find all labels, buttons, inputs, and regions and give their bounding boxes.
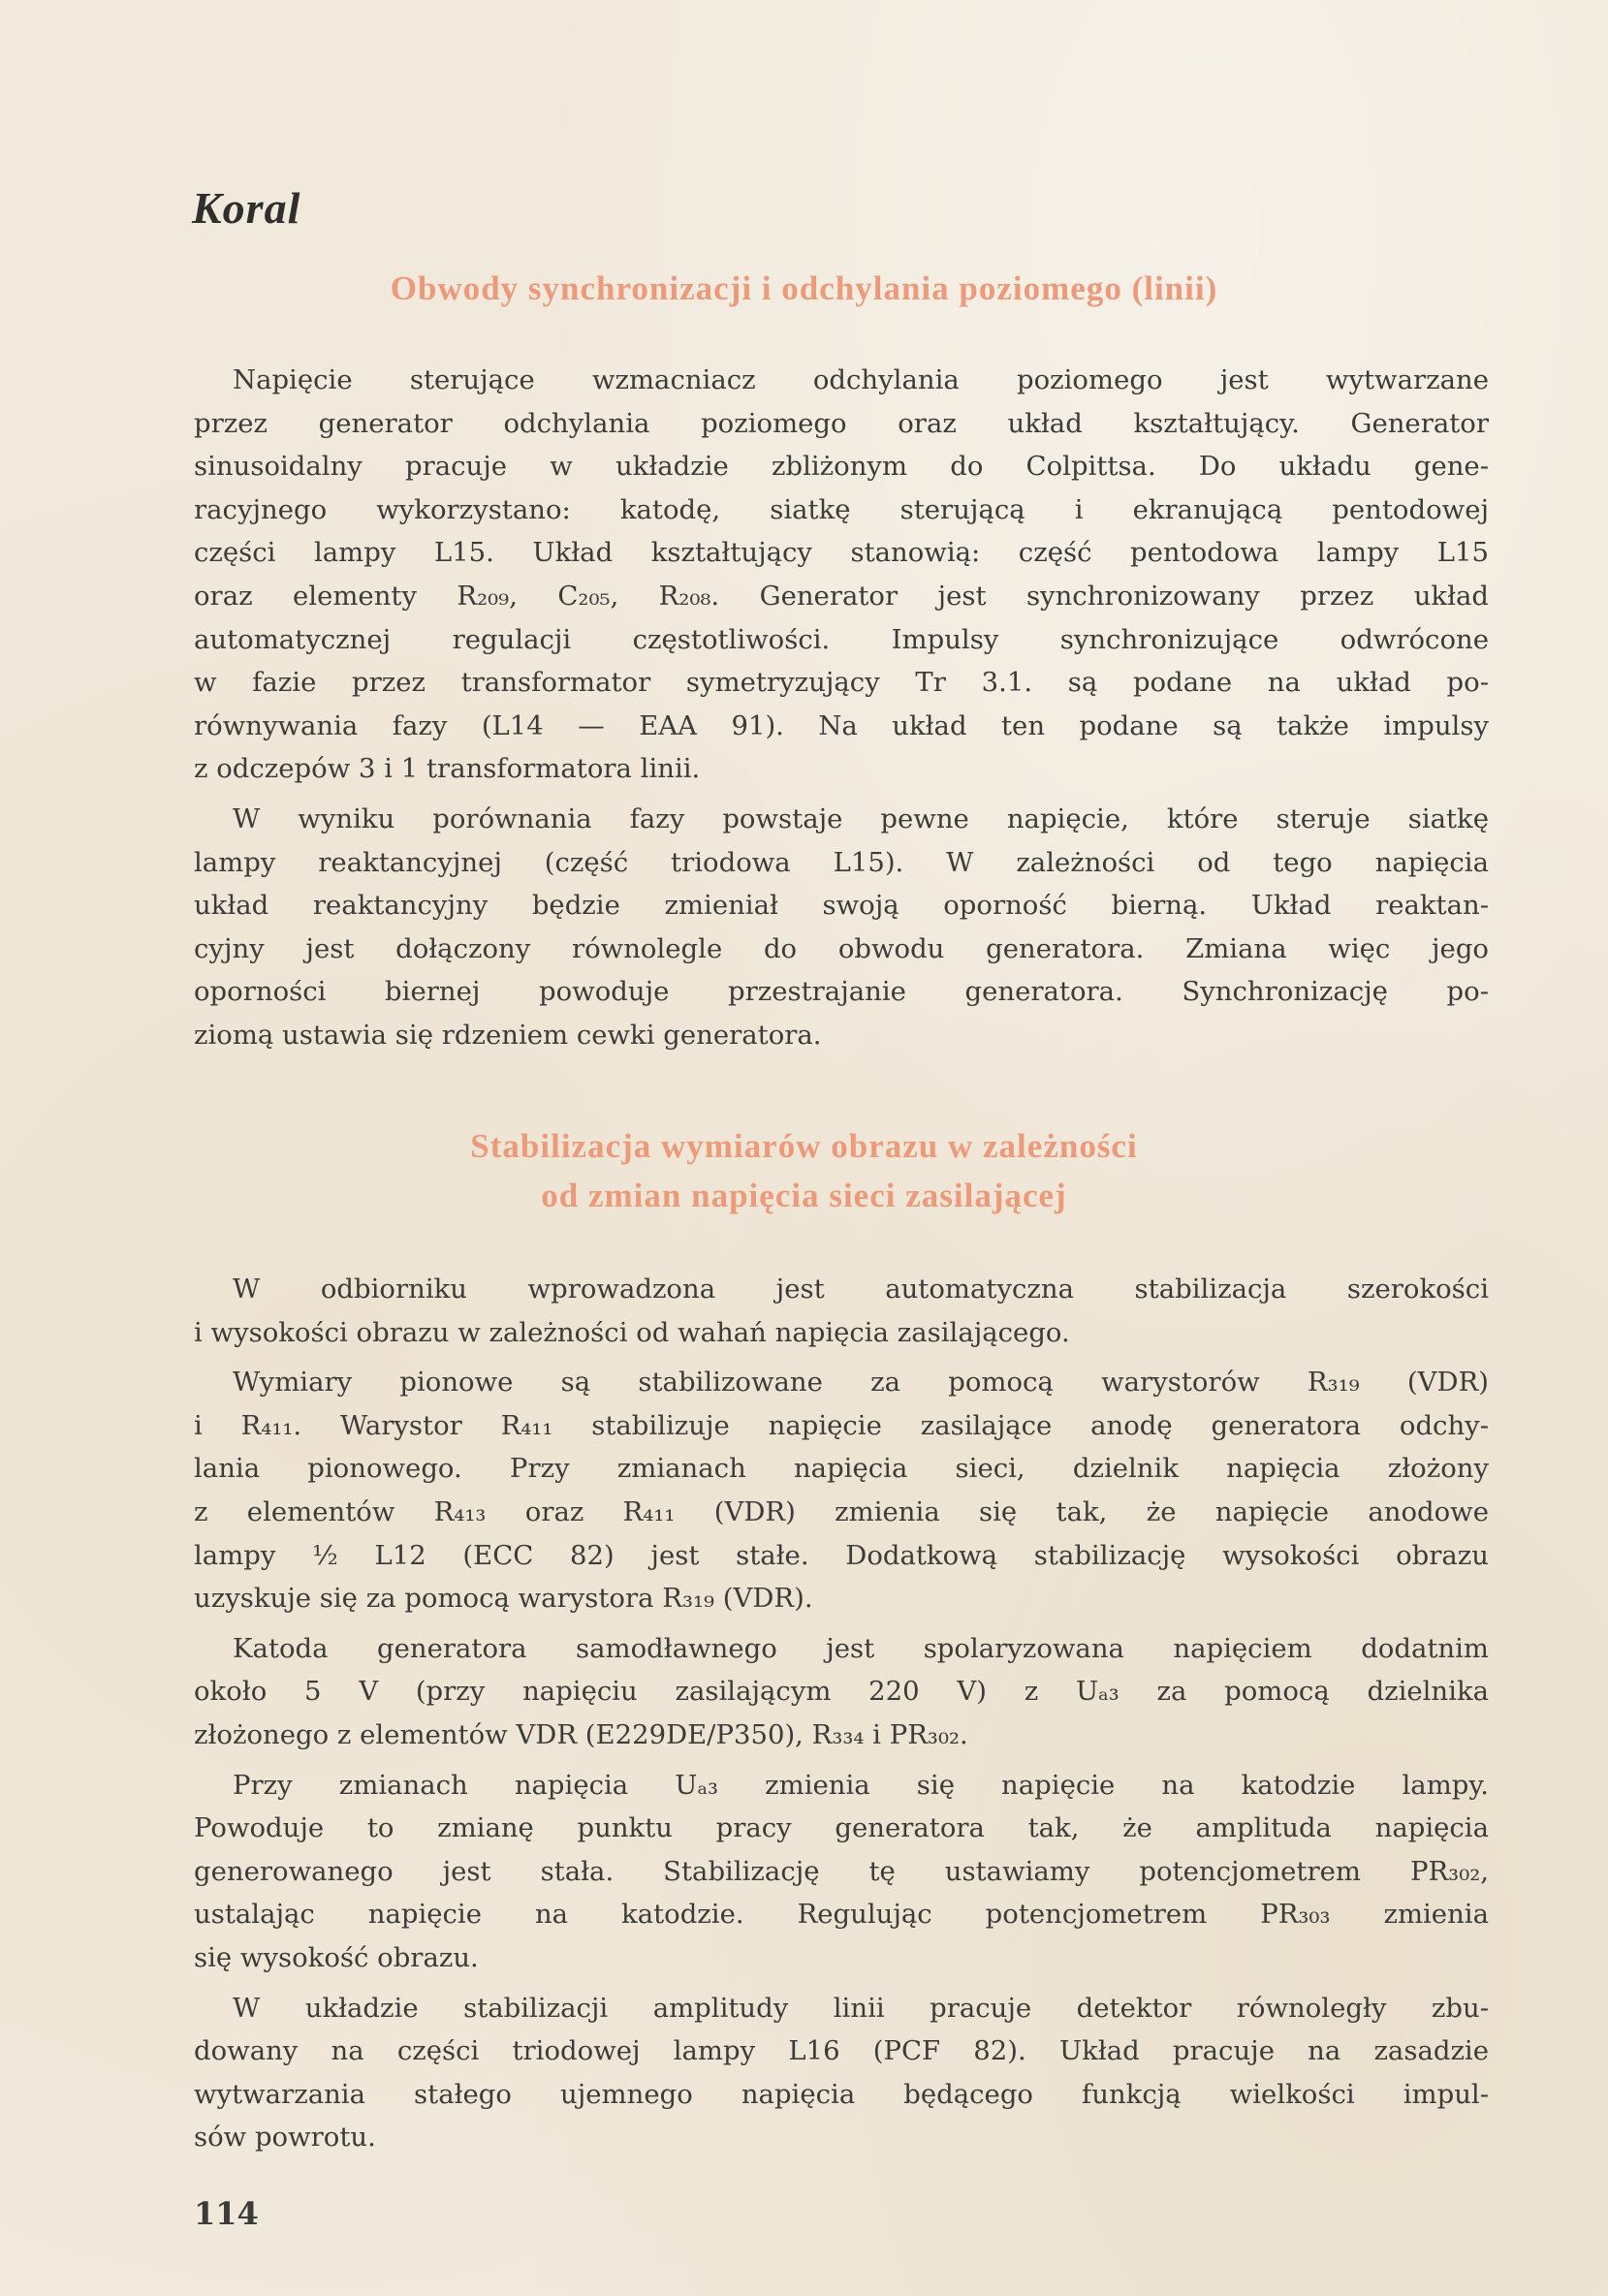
section-body-horizontal-sync [194, 359, 1489, 1057]
text-line: W układzie stabilizacji amplitudy linii pracuje detektor równoległy zbu- [233, 1992, 1489, 2024]
text-line: racyjnego wykorzystano: katodę, siatkę sterującą i ekranującą pentodowej [194, 493, 1489, 525]
text-line: lania pionowego. Przy zmianach napięcia sieci, dzielnik napięcia złożony [194, 1453, 1489, 1485]
text-line: uzyskuje się za pomocą warystora R₃₁₉ (VDR). [194, 1583, 813, 1615]
text-line: przez generator odchylania poziomego oraz układ kształtujący. Generator [194, 407, 1489, 439]
text-line: ustalając napięcie na katodzie. Regulując potencjometrem PR₃₀₃ zmienia [194, 1899, 1489, 1931]
paragraph [194, 1764, 1489, 1980]
text-line: Wymiary pionowe są stabilizowane za pomocą warystorów R₃₁₉ (VDR) [233, 1367, 1489, 1399]
section-title-line: od zmian napięcia sieci zasilającej [541, 1177, 1067, 1214]
text-line: W odbiorniku wprowadzona jest automatyczna stabilizacja szerokości [233, 1274, 1489, 1305]
text-line: ziomą ustawia się rdzeniem cewki generatora. [194, 1019, 822, 1051]
text-line: Napięcie sterujące wzmacniacz odchylania poziomego jest wytwarzane [233, 364, 1489, 395]
section-title-line: Stabilizacja wymiarów obrazu w zależności [470, 1127, 1138, 1165]
running-head: Koral [192, 183, 301, 233]
text-line: się wysokość obrazu. [194, 1941, 479, 1973]
text-line: dowany na części triodowej lampy L16 (PCF 82). Układ pracuje na zasadzie [194, 2035, 1489, 2067]
paragraph [194, 1987, 1489, 2159]
section-title-line: Obwody synchronizacji i odchylania poziomego (linii) [390, 269, 1218, 307]
paragraph [194, 1627, 1489, 1757]
text-line: sinusoidalny pracuje w układzie zbliżonym do Colpittsa. Do układu gene- [194, 451, 1489, 483]
text-line: cyjny jest dołączony równolegle do obwodu generatora. Zmiana więc jego [194, 932, 1489, 964]
text-line: sów powrotu. [194, 2122, 376, 2154]
paragraph [194, 798, 1489, 1057]
section-body-image-size-stabilization [194, 1268, 1489, 2159]
text-line: układ reaktancyjny będzie zmieniał swoją oporność bierną. Układ reaktan- [194, 890, 1489, 922]
text-line: wytwarzania stałego ujemnego napięcia będącego funkcją wielkości impul- [194, 2078, 1489, 2110]
text-line: z elementów R₄₁₃ oraz R₄₁₁ (VDR) zmienia się tak, że napięcie anodowe [194, 1495, 1489, 1527]
text-line: złożonego z elementów VDR (E229DE/P350), R₃₃₄ i PR₃₀₂. [194, 1718, 968, 1750]
text-line: automatycznej regulacji częstotliwości. Impulsy synchronizujące odwrócone [194, 623, 1489, 655]
paragraph [194, 359, 1489, 791]
paragraph [194, 1361, 1489, 1620]
text-line: części lampy L15. Układ kształtujący stanowią: część pentodowa lampy L15 [194, 537, 1489, 569]
text-line: Katoda generatora samodławnego jest spolaryzowana napięciem dodatnim [233, 1632, 1489, 1664]
page-number: 114 [194, 2195, 259, 2232]
text-line: lampy ½ L12 (ECC 82) jest stałe. Dodatkową stabilizację wysokości obrazu [194, 1539, 1489, 1571]
section-title-image-size-stabilization [0, 1121, 1608, 1220]
text-line: około 5 V (przy napięciu zasilającym 220 V) z Uₐ₃ za pomocą dzielnika [194, 1676, 1489, 1708]
text-line: z odczepów 3 i 1 transformatora linii. [194, 753, 701, 785]
text-line: generowanego jest stała. Stabilizację tę ustawiamy potencjometrem PR₃₀₂, [194, 1855, 1489, 1887]
text-line: i wysokości obrazu w zależności od wahań napięcia zasilającego. [194, 1316, 1070, 1348]
text-line: oporności biernej powoduje przestrajanie generatora. Synchronizację po- [194, 976, 1489, 1008]
text-line: równywania fazy (L14 — EAA 91). Na układ ten podane są także impulsy [194, 709, 1489, 741]
text-line: lampy reaktancyjnej (część triodowa L15). W zależności od tego napięcia [194, 846, 1489, 878]
text-line: oraz elementy R₂₀₉, C₂₀₅, R₂₀₈. Generator jest synchronizowany przez układ [194, 580, 1489, 612]
text-line: w fazie przez transformator symetryzujący Tr 3.1. są podane na układ po- [194, 667, 1489, 699]
text-line: i R₄₁₁. Warystor R₄₁₁ stabilizuje napięcie zasilające anodę generatora odchy- [194, 1409, 1489, 1441]
text-line: Powoduje to zmianę punktu pracy generatora tak, że amplituda napięcia [194, 1812, 1489, 1844]
text-line: W wyniku porównania fazy powstaje pewne napięcie, które steruje siatkę [233, 802, 1489, 834]
section-title-horizontal-sync [0, 264, 1608, 313]
paragraph [194, 1268, 1489, 1354]
text-line: Przy zmianach napięcia Uₐ₃ zmienia się napięcie na katodzie lampy. [233, 1769, 1489, 1801]
